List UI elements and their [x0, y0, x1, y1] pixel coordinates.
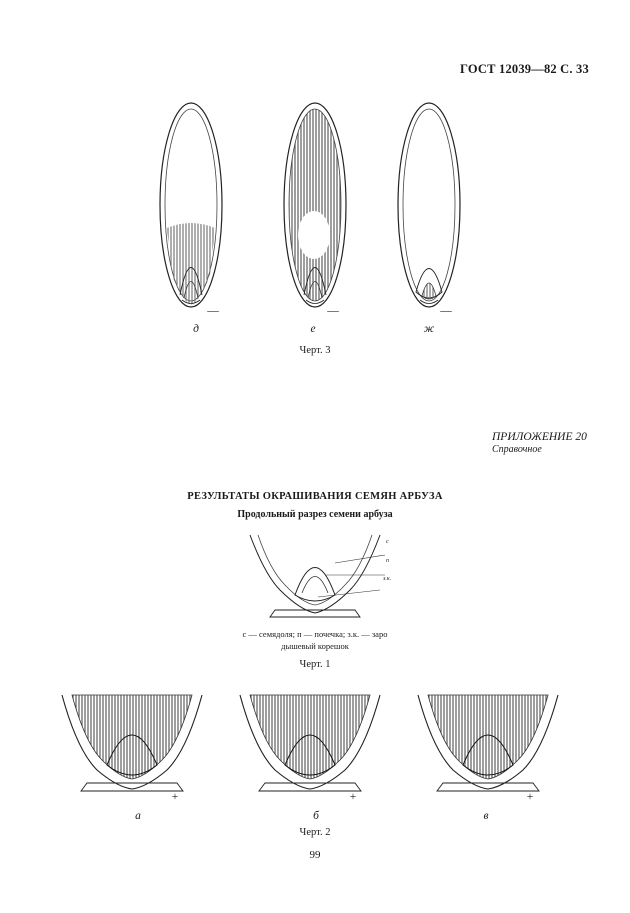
panel-mark-d: — — [207, 305, 219, 317]
appendix-subtitle: Справочное — [492, 444, 542, 455]
section-subtitle: Продольный разрез семени арбуза — [237, 509, 393, 520]
legend-line-2: дышевый корешок — [281, 640, 349, 651]
panel-mark-zh: — — [440, 305, 452, 317]
panel-label-b: б — [313, 810, 319, 822]
legend-line-1: с — семядоля; п — почечка; з.к. — заро — [242, 629, 388, 639]
panel-label-a: а — [135, 810, 141, 822]
panel-mark-a: + — [171, 791, 179, 803]
figure-1-caption: Черт. 1 — [299, 659, 331, 670]
seed-illustration-e — [282, 100, 352, 315]
section-title: РЕЗУЛЬТАТЫ ОКРАШИВАНИЯ СЕМЯН АРБУЗА — [187, 491, 443, 502]
panel-mark-b: + — [349, 791, 357, 803]
section-illustration-v — [413, 695, 563, 800]
diagram-label-p: п — [386, 558, 389, 564]
panel-label-d: д — [193, 323, 199, 335]
diagram-label-c: с — [386, 539, 389, 545]
diagram-label-zk: з.к. — [383, 576, 392, 582]
seed-section-diagram — [240, 535, 390, 625]
page-header: ГОСТ 12039—82 С. 33 — [460, 62, 589, 76]
page-number: 99 — [309, 849, 321, 861]
figure-3-caption: Черт. 3 — [299, 345, 331, 356]
panel-label-v: в — [483, 810, 489, 822]
seed-illustration-d — [158, 100, 228, 315]
diagram-legend — [200, 629, 430, 652]
panel-mark-v: + — [526, 791, 534, 803]
appendix-title: ПРИЛОЖЕНИЕ 20 — [492, 431, 587, 443]
figure-2-caption: Черт. 2 — [299, 827, 331, 838]
section-illustration-b — [235, 695, 385, 800]
panel-mark-e: — — [327, 305, 339, 317]
section-illustration-a — [57, 695, 207, 800]
seed-illustration-zh — [396, 100, 466, 315]
panel-label-e: е — [310, 323, 316, 335]
panel-label-zh: ж — [423, 323, 435, 335]
